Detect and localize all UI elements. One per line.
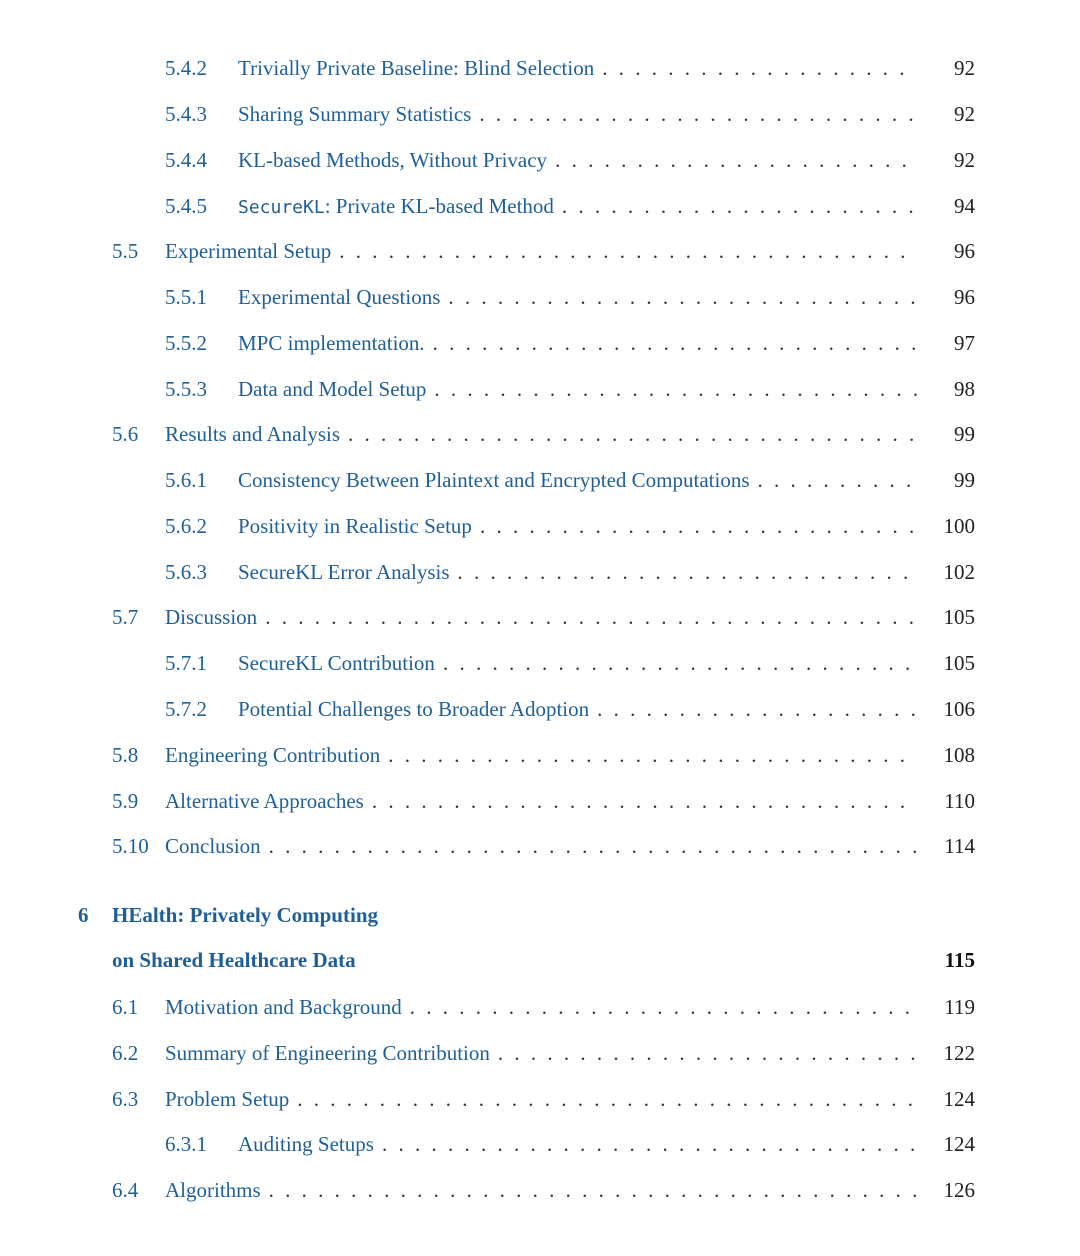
toc-entry[interactable] bbox=[112, 995, 975, 1020]
toc-entry-title: Algorithms bbox=[165, 1178, 261, 1202]
toc-entry[interactable] bbox=[112, 1178, 975, 1203]
chapter-title-line2[interactable]: on Shared Healthcare Data bbox=[112, 948, 356, 972]
toc-entry-number: 5.5.2 bbox=[165, 331, 207, 355]
toc-entry-page: 110 bbox=[944, 789, 975, 813]
leader-dots bbox=[458, 560, 918, 585]
toc-entry-title: Experimental Questions bbox=[238, 285, 441, 309]
toc-entry-number: 5.4.2 bbox=[165, 56, 207, 80]
toc-entry[interactable] bbox=[165, 56, 975, 81]
leader-dots bbox=[562, 194, 917, 219]
leader-dots bbox=[498, 1041, 917, 1066]
toc-entry-page: 114 bbox=[944, 834, 975, 858]
toc-entry-title: Positivity in Realistic Setup bbox=[238, 514, 472, 538]
leader-dots bbox=[410, 995, 917, 1020]
leader-dots bbox=[388, 743, 917, 768]
toc-entry-number: 6.3.1 bbox=[165, 1132, 207, 1156]
toc-entry-page: 99 bbox=[954, 468, 975, 492]
toc-entry-title: Summary of Engineering Contribution bbox=[165, 1041, 490, 1065]
toc-entry-number: 5.7 bbox=[112, 605, 139, 629]
toc-entry[interactable] bbox=[165, 560, 975, 585]
toc-entry-number: 5.6 bbox=[112, 422, 139, 446]
toc-entry-page: 122 bbox=[943, 1041, 975, 1065]
toc-entry-page: 97 bbox=[954, 331, 975, 355]
toc-entry-page: 100 bbox=[943, 514, 975, 538]
toc-entry[interactable] bbox=[165, 148, 975, 173]
toc-entry-page: 124 bbox=[943, 1132, 975, 1156]
leader-dots bbox=[265, 605, 917, 630]
toc-entry-number: 5.7.1 bbox=[165, 651, 207, 675]
leader-dots bbox=[372, 789, 917, 814]
toc-entry[interactable] bbox=[112, 239, 975, 264]
toc-entry-number: 5.6.3 bbox=[165, 560, 207, 584]
toc-entry[interactable] bbox=[112, 743, 975, 768]
toc-entry-title bbox=[238, 194, 554, 219]
toc-entry-page: 126 bbox=[943, 1178, 975, 1202]
toc-entry[interactable] bbox=[112, 1087, 975, 1112]
toc-entry-page: 92 bbox=[954, 56, 975, 80]
toc-entry-title: SecureKL Error Analysis bbox=[238, 560, 450, 584]
leader-dots bbox=[597, 697, 917, 722]
toc-entry-title: Alternative Approaches bbox=[165, 789, 364, 813]
toc-entry-page: 106 bbox=[943, 697, 975, 721]
toc-entry[interactable] bbox=[165, 285, 975, 310]
leader-dots bbox=[448, 285, 917, 310]
toc-entry-number: 5.4.5 bbox=[165, 194, 207, 218]
toc-entry-page: 98 bbox=[954, 377, 975, 401]
toc-entry-title: Data and Model Setup bbox=[238, 377, 427, 401]
toc-entry[interactable] bbox=[165, 331, 975, 356]
toc-entry-title: Results and Analysis bbox=[165, 422, 341, 446]
toc-entry-page: 124 bbox=[943, 1087, 975, 1111]
toc-entry[interactable] bbox=[165, 514, 975, 539]
toc-entry-title: Problem Setup bbox=[165, 1087, 290, 1111]
toc-entry[interactable] bbox=[112, 605, 975, 630]
toc-entry-title: Motivation and Background bbox=[165, 995, 402, 1019]
code-term: SecureKL bbox=[238, 197, 325, 218]
toc-entry-number: 5.7.2 bbox=[165, 697, 207, 721]
toc-entry-number: 6.1 bbox=[112, 995, 139, 1019]
toc-entry-number: 5.9 bbox=[112, 789, 139, 813]
toc-entry[interactable] bbox=[112, 422, 975, 447]
toc-entry-page: 108 bbox=[943, 743, 975, 767]
toc-entry-number: 5.5.3 bbox=[165, 377, 207, 401]
toc-entry[interactable] bbox=[112, 1041, 975, 1066]
toc-entry-number: 5.10 bbox=[112, 834, 149, 858]
leader-dots bbox=[348, 422, 917, 447]
toc-entry-title: SecureKL Contribution bbox=[238, 651, 435, 675]
toc-entry-page: 105 bbox=[943, 651, 975, 675]
toc-entry[interactable] bbox=[165, 1132, 975, 1157]
toc-entry-number: 5.5.1 bbox=[165, 285, 207, 309]
toc-entry-page: 105 bbox=[943, 605, 975, 629]
toc-entry-title: Auditing Setups bbox=[238, 1132, 374, 1156]
leader-dots bbox=[602, 56, 917, 81]
leader-dots bbox=[758, 468, 918, 493]
toc-entry-title: Trivially Private Baseline: Blind Selection bbox=[238, 56, 595, 80]
toc-entry[interactable] bbox=[112, 789, 975, 814]
toc-entry-title: Discussion bbox=[165, 605, 258, 629]
toc-entry[interactable] bbox=[165, 194, 975, 219]
toc-entry[interactable] bbox=[165, 697, 975, 722]
title-rest: : Private KL-based Method bbox=[324, 194, 554, 218]
toc-entry-title: Potential Challenges to Broader Adoption bbox=[238, 697, 590, 721]
toc-entry-title: Experimental Setup bbox=[165, 239, 332, 263]
toc-entry-title: KL-based Methods, Without Privacy bbox=[238, 148, 548, 172]
leader-dots bbox=[479, 102, 917, 127]
toc-entry-number: 5.8 bbox=[112, 743, 139, 767]
toc-entry-page: 94 bbox=[954, 194, 975, 218]
leader-dots bbox=[433, 331, 917, 356]
toc-entry-page: 92 bbox=[954, 148, 975, 172]
toc-entry-title: Consistency Between Plaintext and Encrypted Computations bbox=[238, 468, 750, 492]
toc-entry-number: 6.2 bbox=[112, 1041, 139, 1065]
toc-entry-page: 99 bbox=[954, 422, 975, 446]
toc-entry-title: MPC implementation. bbox=[238, 331, 425, 355]
leader-dots bbox=[269, 834, 917, 859]
toc-entry[interactable] bbox=[165, 102, 975, 127]
toc-entry[interactable] bbox=[165, 651, 975, 676]
toc-entry-number: 5.4.3 bbox=[165, 102, 207, 126]
toc-entry-page: 119 bbox=[944, 995, 975, 1019]
toc-entry[interactable] bbox=[165, 377, 975, 402]
leader-dots bbox=[434, 377, 917, 402]
toc-entry-number: 6.4 bbox=[112, 1178, 139, 1202]
chapter-title-line1[interactable]: HEalth: Privately Computing bbox=[112, 903, 378, 927]
leader-dots bbox=[555, 148, 917, 173]
toc-entry-number: 5.6.2 bbox=[165, 514, 207, 538]
toc-entry-number: 6.3 bbox=[112, 1087, 139, 1111]
toc-entry-page: 96 bbox=[954, 285, 975, 309]
chapter-number: 6 bbox=[78, 903, 89, 927]
leader-dots bbox=[297, 1087, 917, 1112]
chapter-page: 115 bbox=[944, 948, 975, 972]
toc-entry-title: Conclusion bbox=[165, 834, 261, 858]
toc-entry-page: 96 bbox=[954, 239, 975, 263]
toc-entry[interactable] bbox=[165, 468, 975, 493]
toc-entry[interactable] bbox=[112, 834, 975, 859]
leader-dots bbox=[339, 239, 917, 264]
toc-entry-title: Engineering Contribution bbox=[165, 743, 381, 767]
toc-entry-title: Sharing Summary Statistics bbox=[238, 102, 472, 126]
toc-entry-page: 92 bbox=[954, 102, 975, 126]
leader-dots bbox=[480, 514, 917, 539]
leader-dots bbox=[443, 651, 917, 676]
toc-entry-number: 5.6.1 bbox=[165, 468, 207, 492]
leader-dots bbox=[269, 1178, 917, 1203]
toc-entry-number: 5.4.4 bbox=[165, 148, 207, 172]
toc-entry-page: 102 bbox=[943, 560, 975, 584]
leader-dots bbox=[382, 1132, 917, 1157]
toc-entry-number: 5.5 bbox=[112, 239, 139, 263]
